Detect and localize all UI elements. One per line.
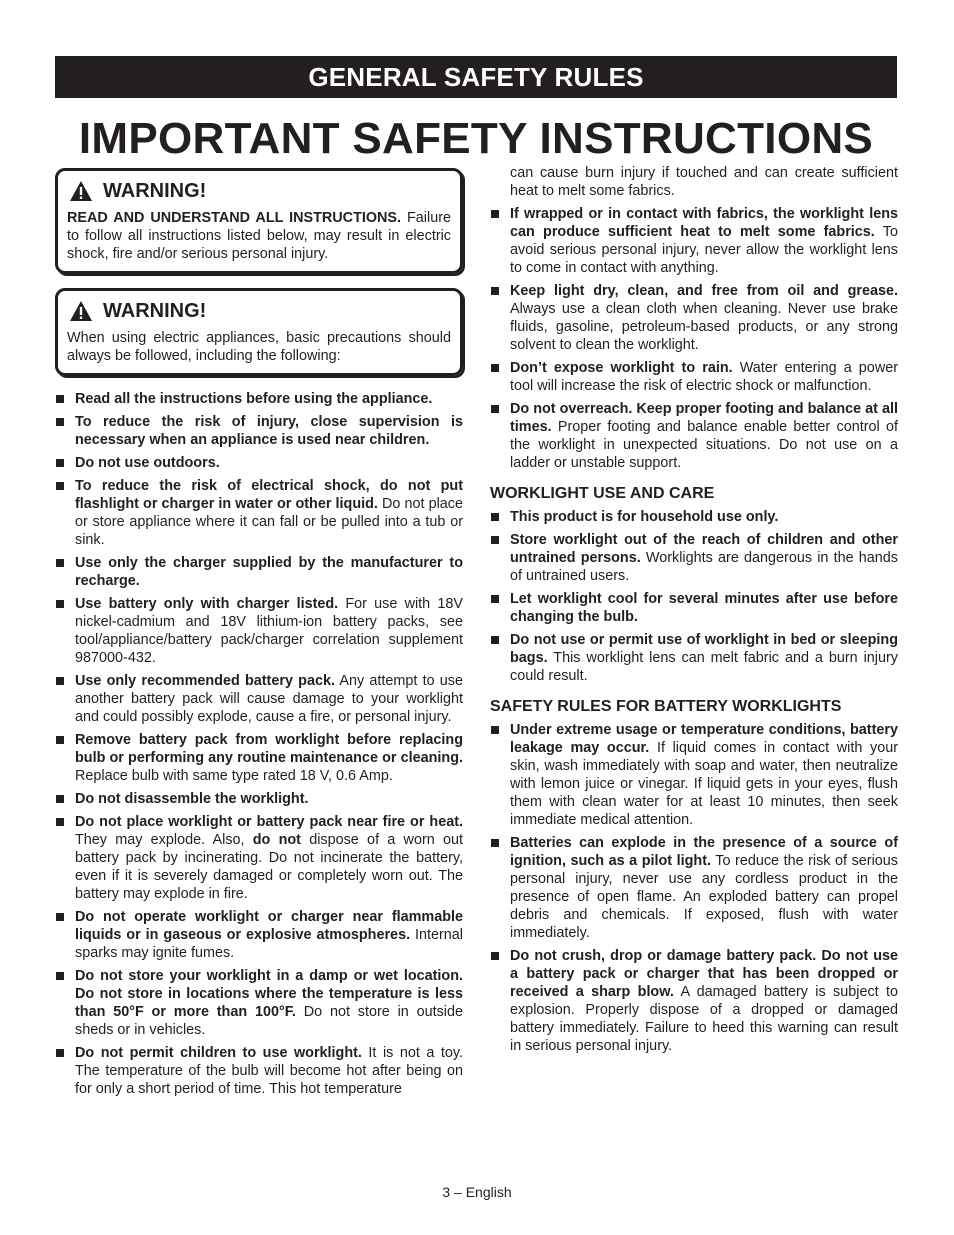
list-item: [490, 359, 898, 395]
list-item: [490, 590, 898, 626]
bullet-square-icon: [56, 600, 64, 608]
bullet-square-icon: [56, 677, 64, 685]
list-item: [490, 508, 898, 526]
item-bold: Batteries can explode in the presence of a source of ignition, such as a pilot light.: [510, 835, 898, 869]
warning-body: When using electric appliances, basic precautions should always be followed, including the following:: [67, 330, 451, 364]
bullet-square-icon: [56, 913, 64, 921]
item-text: If liquid comes in contact with your skin, wash immediately with soap and water, then neutralize with lemon juice or vinegar. If liquid gets in your eyes, flush them with clean water for at least 10 minutes, then seek immediate medical attention.: [510, 740, 898, 828]
item-bold: To reduce the risk of electrical shock, do not put flashlight or charger in water or other liquid.: [75, 478, 463, 512]
item-text: Proper footing and balance enable better control of the worklight in unexpected situations. Do not use on a ladder or unstable support.: [510, 419, 898, 471]
list-item: [55, 554, 463, 590]
item-bold: Do not permit children to use worklight.: [75, 1045, 362, 1061]
item-text: Worklights are dangerous in the hands of untrained users.: [510, 550, 898, 584]
bullet-square-icon: [56, 395, 64, 403]
item-bold: Do not store your worklight in a damp or wet location. Do not store in locations where the temperature is less than 50°F or more than 100°F.: [75, 968, 463, 1020]
left-bullet-list: [55, 390, 463, 1098]
list-item: [490, 721, 898, 829]
list-item: [55, 731, 463, 785]
item-text: To reduce the risk of serious personal injury, never use any cordless product in the presence of open flame. An exploded battery can propel debris and chemicals. If exposed, flush with water immediately.: [510, 853, 898, 941]
item-bold: This product is for household use only.: [510, 509, 779, 525]
item-text: They may explode. Also,: [75, 832, 253, 848]
item-text: Water entering a power tool will increase the risk of electric shock or malfunction.: [510, 360, 899, 394]
list-item: [55, 477, 463, 549]
item-bold: Do not use outdoors.: [75, 455, 220, 471]
item-bold: Store worklight out of the reach of children and other untrained persons.: [510, 532, 898, 566]
list-item: [55, 390, 463, 408]
warning-heading-text: WARNING!: [103, 300, 207, 322]
item-text: Any attempt to use another battery pack will cause damage to your worklight and could possibly explode, cause a fire, or personal injury.: [75, 673, 463, 725]
item-bold: Don’t expose worklight to rain.: [510, 360, 733, 376]
list-item: [55, 454, 463, 472]
warning-heading-text: WARNING!: [103, 180, 207, 202]
item-text: A damaged battery is subject to explosion. Properly dispose of a dropped or damaged battery immediately. Failure to heed this warning can result in serious personal injury.: [510, 984, 898, 1054]
section-heading-use-and-care: WORKLIGHT USE AND CARE: [490, 485, 715, 502]
item-bold: Keep light dry, clean, and free from oil and grease.: [510, 283, 898, 299]
bullet-square-icon: [56, 559, 64, 567]
continued-text: can cause burn injury if touched and can create sufficient heat to melt some fabrics.: [510, 165, 898, 199]
right-column: [490, 164, 898, 1060]
bullet-square-icon: [56, 482, 64, 490]
list-item: [55, 908, 463, 962]
bullet-square-icon: [56, 459, 64, 467]
list-item: [490, 400, 898, 472]
item-bold: Under extreme usage or temperature conditions, battery leakage may occur.: [510, 722, 898, 756]
item-bold: Remove battery pack from worklight before replacing bulb or performing any routine maintenance or cleaning.: [75, 732, 463, 766]
bullet-square-icon: [56, 418, 64, 426]
item-bold: Do not disassemble the worklight.: [75, 791, 309, 807]
list-item: [490, 531, 898, 585]
item-bold: Let worklight cool for several minutes after use before changing the bulb.: [510, 591, 898, 625]
item-bold: Use battery only with charger listed.: [75, 596, 339, 612]
bullet-square-icon: [491, 210, 499, 218]
bullet-square-icon: [491, 595, 499, 603]
item-bold: Use only recommended battery pack.: [75, 673, 335, 689]
warning-heading: [69, 179, 451, 203]
bullet-square-icon: [491, 636, 499, 644]
list-item: [55, 413, 463, 449]
bullet-square-icon: [56, 736, 64, 744]
item-bold: Use only the charger supplied by the manufacturer to recharge.: [75, 555, 463, 589]
list-item: [55, 813, 463, 903]
warning-triangle-icon: [69, 180, 93, 202]
item-text: Internal sparks may ignite fumes.: [75, 927, 464, 961]
list-item: [490, 947, 898, 1055]
bullet-square-icon: [491, 726, 499, 734]
page-title: IMPORTANT SAFETY INSTRUCTIONS: [78, 114, 874, 163]
bullet-square-icon: [56, 972, 64, 980]
list-item: [490, 282, 898, 354]
warning-text: Failure to follow all instructions listed below, may result in electric shock, fire and/or serious personal injury.: [67, 210, 451, 262]
warning-box-1: [55, 168, 463, 274]
item-bold: Read all the instructions before using the appliance.: [75, 391, 433, 407]
warning-heading: [69, 299, 451, 323]
bullet-square-icon: [56, 1049, 64, 1057]
list-item: [55, 595, 463, 667]
section-banner: GENERAL SAFETY RULES: [55, 56, 897, 98]
right-bullet-list: [490, 205, 898, 472]
bullet-square-icon: [491, 364, 499, 372]
warning-triangle-icon: [69, 300, 93, 322]
warning-lead: READ AND UNDERSTAND ALL INSTRUCTIONS.: [67, 210, 402, 226]
item-text: Do not store in outside sheds or in vehicles.: [75, 1004, 463, 1038]
list-item: [490, 631, 898, 685]
bullet-square-icon: [491, 287, 499, 295]
bullet-square-icon: [56, 795, 64, 803]
page-footer: 3 – English: [442, 1184, 512, 1200]
bullet-square-icon: [491, 513, 499, 521]
item-bold: Do not crush, drop or damage battery pack. Do not use a battery pack or charger that has been dropped or received a sharp blow.: [510, 948, 898, 1000]
bullet-square-icon: [491, 839, 499, 847]
item-text: This worklight lens can melt fabric and a burn injury could result.: [510, 650, 898, 684]
item-bold: If wrapped or in contact with fabrics, the worklight lens can produce sufficient heat to melt some fabrics.: [510, 206, 898, 240]
item-text: To avoid serious personal injury, never allow the worklight lens to come in contact with anything.: [510, 224, 898, 276]
list-item: [55, 967, 463, 1039]
item-text: For use with 18V nickel-cadmium and 18V lithium-ion battery packs, see tool/appliance/battery pack/charger correlation supplement 987000-432.: [75, 596, 463, 666]
item-text: Do not place or store appliance where it can fall or be pulled into a tub or sink.: [75, 496, 463, 548]
item-bold: do not: [252, 832, 301, 848]
bullet-square-icon: [491, 405, 499, 413]
bullet-square-icon: [491, 536, 499, 544]
list-item: [490, 834, 898, 942]
item-text: dispose of a worn out battery pack by incinerating. Do not incinerate the battery, even if it is severely damaged or completely worn out. The battery may explode in fire.: [75, 832, 463, 902]
section-heading-battery: SAFETY RULES FOR BATTERY WORKLIGHTS: [490, 698, 842, 715]
bullet-square-icon: [56, 818, 64, 826]
item-bold: To reduce the risk of injury, close supervision is necessary when an appliance is used near children.: [75, 414, 463, 448]
item-bold: Do not overreach. Keep proper footing and balance at all times.: [510, 401, 898, 435]
use-care-list: [490, 508, 898, 685]
left-column: [55, 168, 463, 1103]
bullet-square-icon: [491, 952, 499, 960]
item-bold: Do not operate worklight or charger near flammable liquids or in gaseous or explosive atmospheres.: [75, 909, 463, 943]
warning-body: [67, 209, 451, 263]
list-item: [55, 1044, 463, 1098]
item-bold: Do not use or permit use of worklight in bed or sleeping bags.: [510, 632, 898, 666]
list-item: [55, 790, 463, 808]
list-item: [55, 672, 463, 726]
item-text: Always use a clean cloth when cleaning. Never use brake fluids, gasoline, petroleum-based products, or any strong solvent to clean the worklight.: [510, 301, 898, 353]
warning-box-2: [55, 288, 463, 376]
item-text: Replace bulb with same type rated 18 V, 0.6 Amp.: [75, 768, 393, 784]
item-bold: Do not place worklight or battery pack near fire or heat.: [75, 814, 463, 830]
list-item: [490, 205, 898, 277]
battery-rules-list: [490, 721, 898, 1055]
item-text: It is not a toy. The temperature of the bulb will become hot after being on for only a short period of time. This hot temperature: [75, 1045, 464, 1097]
